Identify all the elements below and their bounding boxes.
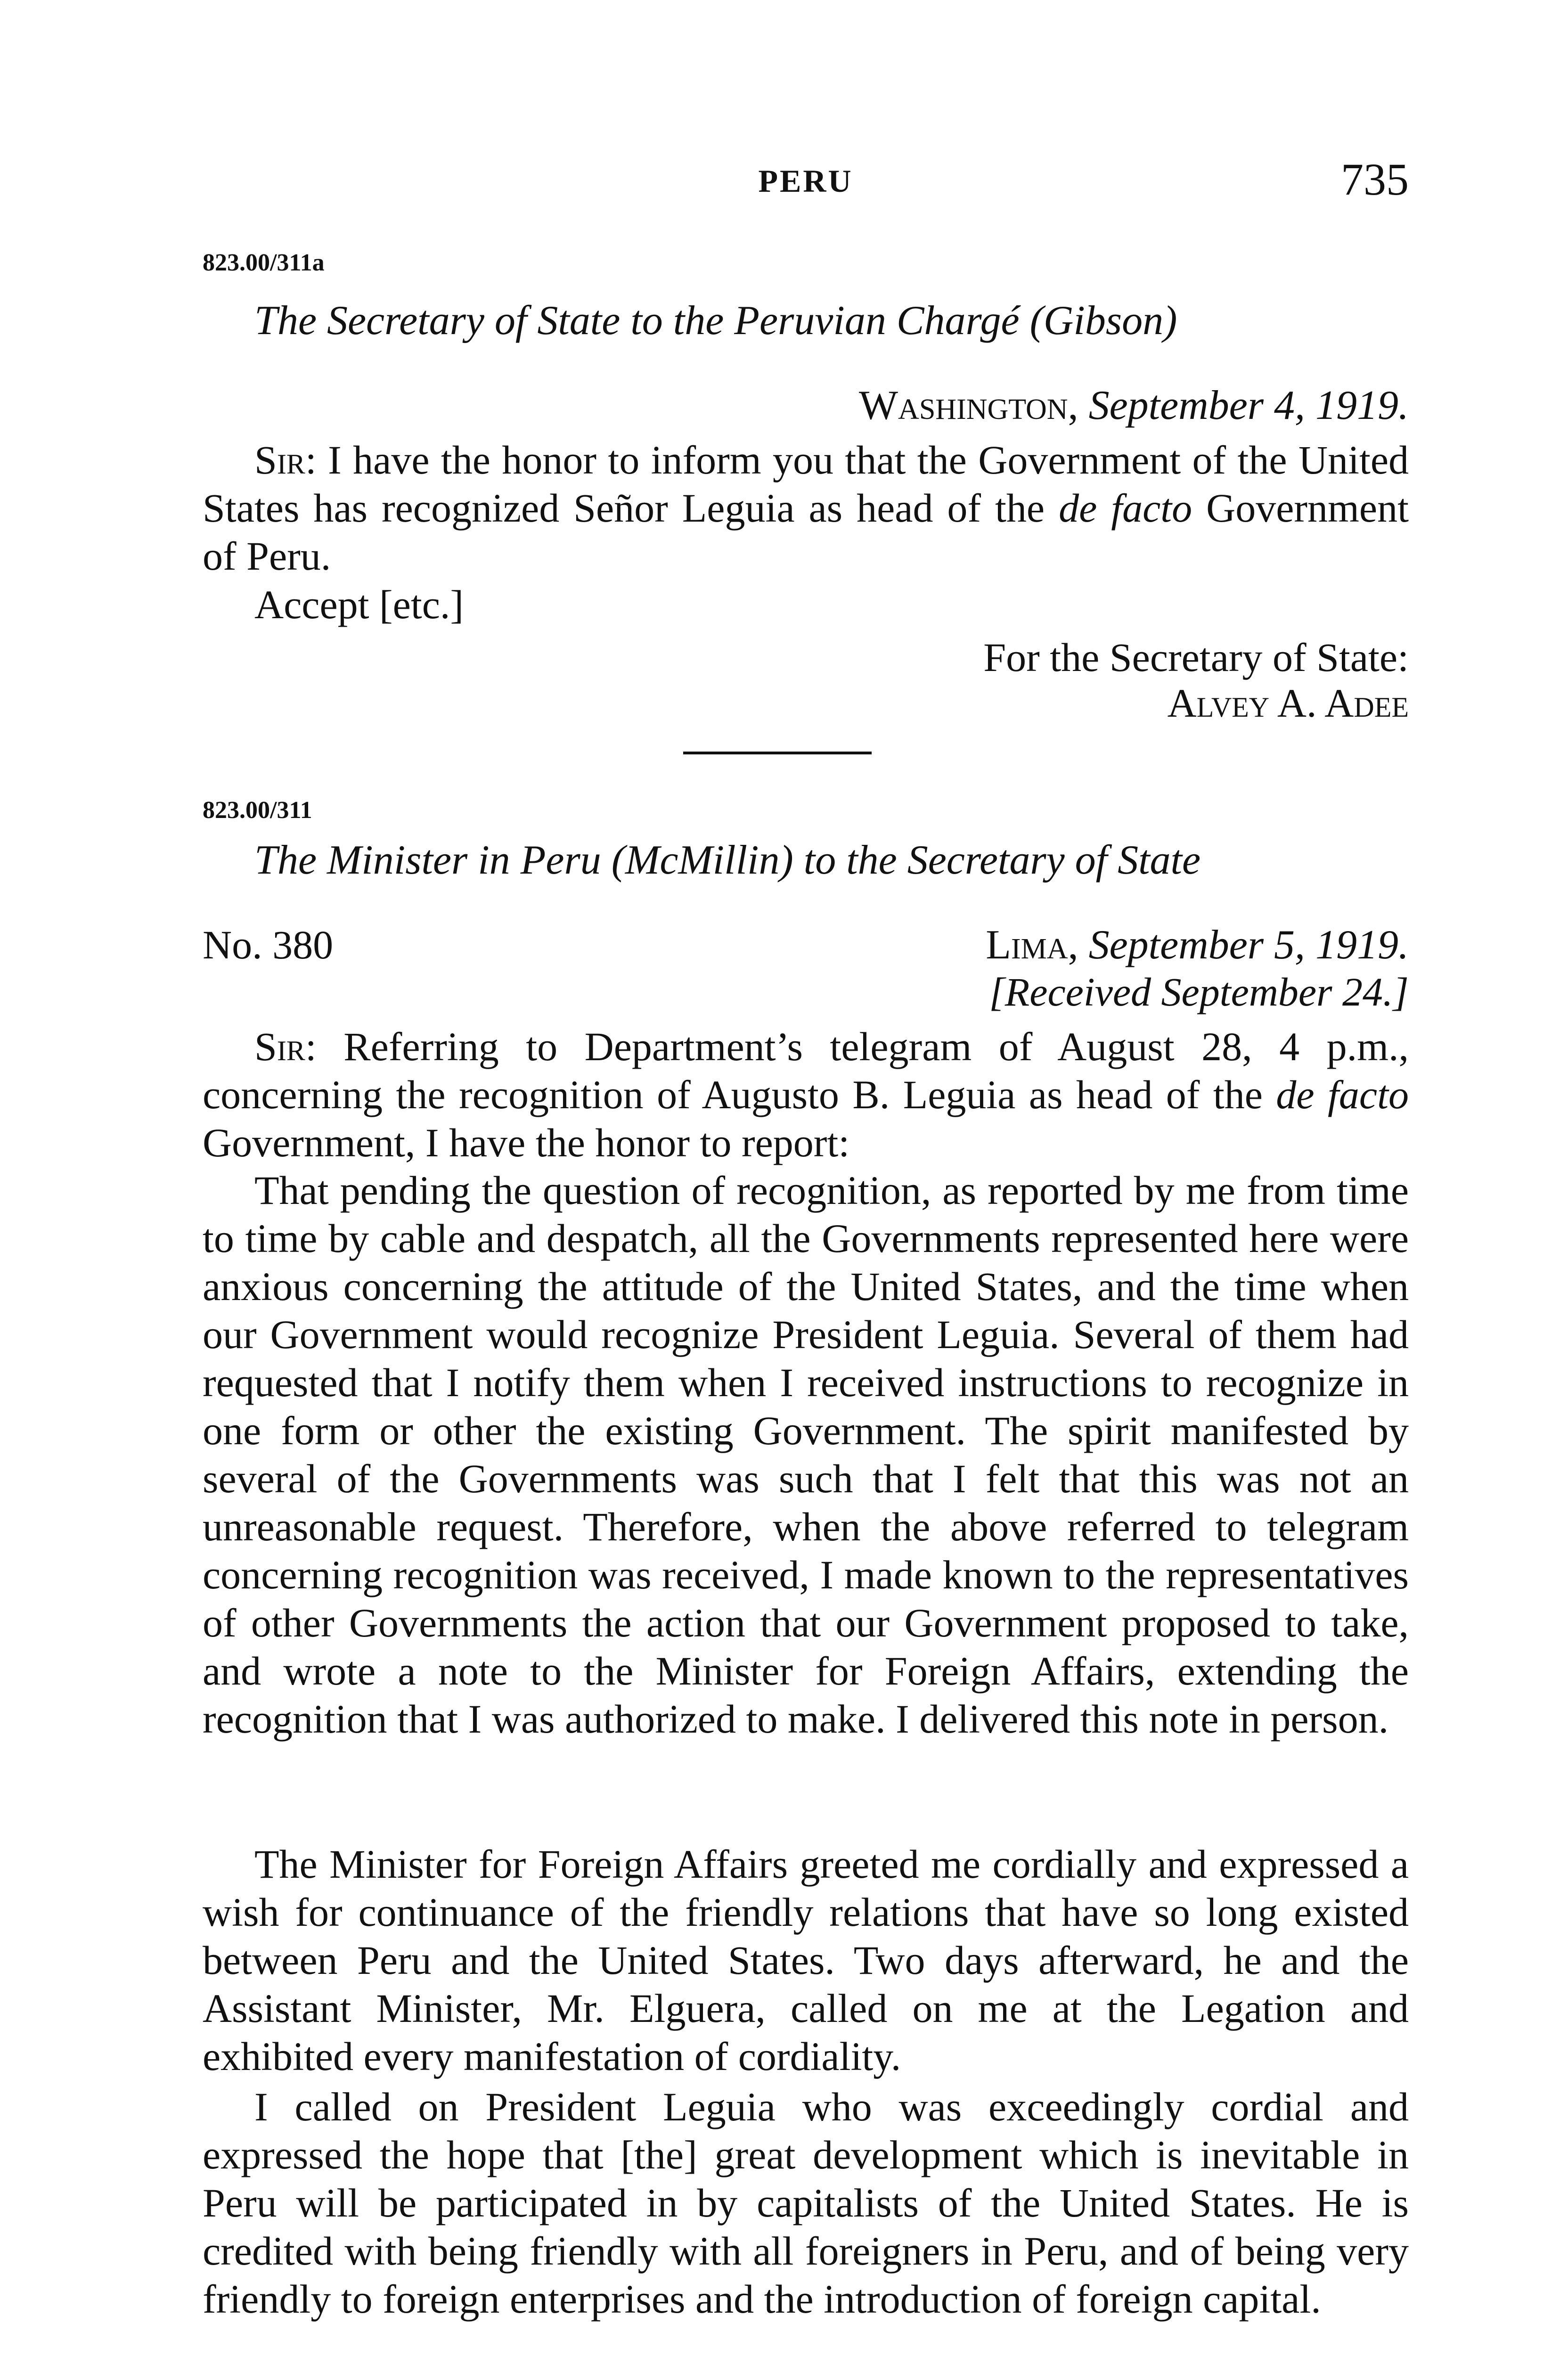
doc2-number: No. 380: [203, 922, 334, 967]
doc1-salutation: Sir:: [254, 437, 317, 483]
doc2-paragraph-4: I called on President Leguia who was exceedingly cordial and expressed the hope that [the] great development which is inevitable in Peru will be participated in by capitalists of the United States. He is credited with being friendly with all foreigners in Peru, and of being very friendly to foreign enterprises and the introduction of foreign capital.: [203, 2084, 1409, 2322]
doc1-place: Washington,: [858, 383, 1078, 428]
doc1-file-number: 823.00/311a: [203, 249, 325, 276]
doc2-paragraph-1: Sir: Referring to Department’s telegram of August 28, 4 p.m., concerning the recognition of Augusto B. Leguia as head of the de facto Government, I have the honor to report:: [203, 1024, 1409, 1165]
page-number: 735: [1341, 154, 1409, 205]
doc2-received: [Received September 24.]: [989, 969, 1409, 1014]
doc2-dateline: [203, 921, 1517, 969]
doc1-date: September 4, 1919.: [1088, 383, 1409, 428]
doc2-salutation: Sir:: [254, 1024, 317, 1069]
doc2-paragraph-2: That pending the question of recognition, as reported by me from time to time by cable and despatch, all the Governments represented here were anxious concerning the attitude of the United States, and the time when our Government would recognize President Leguia. Several of them had requested that I notify them when I received instructions to recognize in one form or other the existing Government. The spirit manifested by several of the Governments was such that I felt that this was not an unreasonable request. Therefore, when the above referred to telegram concerning recognition was received, I made known to the representatives of other Governments the action that our Government proposed to take, and wrote a note to the Minister for Foreign Affairs, extending the recognition that I was authorized to make. I delivered this note in person.: [203, 1168, 1409, 1742]
running-head: [203, 153, 1409, 219]
doc2-file-number: 823.00/311: [203, 797, 312, 824]
doc2-place: Lima,: [986, 922, 1078, 968]
doc2-heading: The Minister in Peru (McMillin) to the Secretary of State: [254, 837, 1201, 883]
doc1-body: Sir: I have the honor to inform you that the Government of the United States has recognized Señor Leguia as head of the de facto Government of Peru.: [203, 437, 1409, 579]
doc1-for-line: For the Secretary of State:: [983, 635, 1409, 680]
running-title: PERU: [758, 163, 853, 199]
doc1-closing: Accept [etc.]: [254, 582, 464, 627]
section-divider: [683, 752, 872, 754]
doc1-dateline: [203, 382, 1423, 429]
doc1-signature: Alvey A. Adee: [1167, 680, 1409, 726]
doc2-paragraph-3: The Minister for Foreign Affairs greeted me cordially and expressed a wish for continuance of the friendly relations that have so long existed between Peru and the United States. Two days afterward, he and the Assistant Minister, Mr. Elguera, called on me at the Legation and exhibited every manifestation of cordiality.: [203, 1841, 1409, 2079]
doc1-heading: The Secretary of State to the Peruvian Chargé (Gibson): [254, 298, 1177, 344]
doc2-date: September 5, 1919.: [1088, 922, 1409, 968]
